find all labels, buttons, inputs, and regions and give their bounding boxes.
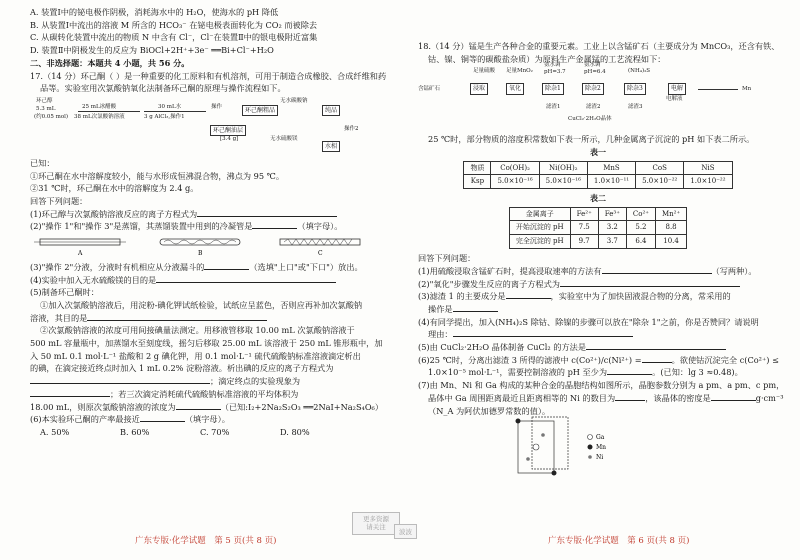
answer-blank[interactable]: [506, 290, 551, 299]
q18-intro-line2: 钴、镍、铜等的碳酸盐杂质）为原料生产金属锰的工艺流程如下：: [428, 53, 666, 64]
table-cell: Ksp: [464, 175, 491, 189]
q17-5-2-line4: 的碘，在滴定接近终点时加入 1 mL 0.2% 淀粉溶液。析出碘的反应的离子方程式为: [30, 363, 334, 374]
flow-reagent4: 无水硫酸镁: [270, 135, 298, 142]
answer-blank[interactable]: [615, 392, 645, 401]
atom-ga: [533, 444, 539, 450]
atom-ni: [526, 457, 530, 461]
q18-7-line5: （N_A 为阿伏加德罗常数的值）。: [428, 405, 551, 416]
q18-flow-diagram: [418, 62, 778, 129]
answer-blank[interactable]: [252, 220, 297, 229]
known-title: 已知：: [30, 157, 55, 168]
q18-3-mid: ，实验室中为了加快固液混合物的分离，常采用的: [550, 291, 731, 302]
q18-intro-line1: 18.（14 分）锰是生产各种合金的重要元素。工业上以含锰矿石（主要成分为 MnCO₃，还含有铁、: [418, 41, 780, 51]
flow-byproduct: CuCl₂·2H₂O晶体: [568, 116, 612, 123]
table-header-cell: Co²⁺: [626, 207, 655, 221]
table-cell: 7.5: [570, 221, 598, 235]
stamp-line1: 更多资源: [363, 515, 389, 523]
flow-in4-top: 氨水调: [584, 62, 601, 69]
q18-6-b-tail: 。(已知：lg 3 ≈0.48)。: [652, 367, 743, 378]
flow-box-oil-mass: [3.4 g]: [220, 135, 239, 142]
flow-box-oil: 环己酮油层: [210, 125, 246, 136]
table-row: [509, 221, 686, 235]
flow-step-4: 除杂2: [582, 83, 604, 94]
flow-in1: 足量硫酸: [473, 68, 496, 75]
table-cell: 3.2: [598, 221, 626, 235]
condenser-c: [280, 239, 360, 245]
table-1: [463, 161, 732, 190]
q17-2: (2)"操作 1"和"操作 3"是蒸馏，其蒸馏装置中用到的冷凝管是: [30, 221, 253, 232]
flow-step-6: 电解: [668, 83, 686, 94]
table1-caption: 表一: [590, 147, 606, 158]
q18-para: 25 ℃时，部分物质的溶度积常数如下表一所示，几种金属离子沉淀的 pH 如下表二所示。: [428, 134, 755, 145]
q17-5-2-line5: ；滴定终点的实验现象为: [210, 376, 301, 387]
flow-reagent3: 无水碳酸钠: [280, 97, 308, 104]
table-cell: 1.0×10⁻¹¹: [587, 175, 635, 189]
table-header-cell: Ni(OH)₂: [539, 161, 587, 175]
answer-blank[interactable]: [176, 401, 221, 410]
table-header-cell: Fe³⁺: [598, 207, 626, 221]
flow-step-2: 氧化: [506, 83, 524, 94]
q17-6-tail: （填字母）。: [184, 414, 230, 425]
table-header-cell: Co(OH)₂: [491, 161, 539, 175]
condenser-label-c: C: [318, 250, 323, 258]
flow-box-crude: 环己酮粗品: [242, 105, 278, 116]
table-header-cell: Fe²⁺: [570, 207, 598, 221]
q17-5-2-line8: （已知:I₂+2Na₂S₂O₃ ══2NaI+Na₂S₄O₆）: [220, 401, 384, 412]
choice-b[interactable]: B. 60%: [120, 426, 150, 437]
flow-step-1: 浸取: [470, 83, 488, 94]
left-footer: 广东专版·化学试题 第 5 页(共 8 页): [135, 536, 277, 546]
table-cell: 1.0×10⁻²²: [684, 175, 732, 189]
table2-header-row: [509, 207, 686, 221]
answer-blank[interactable]: [602, 265, 712, 274]
legend-mn-marker: [588, 445, 593, 450]
table-row: [464, 175, 732, 189]
table-header-cell: 金属离子: [509, 207, 570, 221]
answer-blank[interactable]: [30, 388, 110, 397]
q18-7-line1: (7)由 Mn、Ni 和 Ga 构成的某种合金的晶胞结构如图所示，晶胞参数分别为 a pm、a pm、c pm，: [418, 380, 785, 391]
table-header-cell: NiS: [684, 161, 732, 175]
flow-residue-3: 滤渣3: [628, 104, 643, 111]
table-cell: 5.2: [626, 221, 655, 235]
answer-blank[interactable]: [204, 261, 249, 270]
legend-ga-marker: [588, 435, 593, 440]
flow-op2: 操作2: [344, 125, 359, 132]
table-cell: 5.0×10⁻¹⁶: [491, 175, 539, 189]
q17-6: (6)本实验环己酮的产率最接近: [30, 414, 140, 425]
flow-end: Mn: [742, 86, 752, 93]
table2-caption: 表二: [590, 193, 606, 204]
known-1: ①环己酮在水中溶解度较小，能与水形成恒沸混合物，沸点为 95 ℃。: [30, 170, 285, 181]
answer-blank[interactable]: [586, 341, 726, 350]
q18-1: (1)用硫酸浸取含锰矿石时，提高浸取速率的方法有: [418, 265, 602, 276]
flow-start-top: 环己醇: [36, 97, 53, 104]
table-cell: 3.7: [598, 235, 626, 249]
answer-blank[interactable]: [140, 413, 185, 422]
atom-mn: [516, 419, 521, 424]
known-2: ②31 ℃时，环己酮在水中的溶解度为 2.4 g。: [30, 183, 199, 194]
condenser-label-a: A: [78, 250, 83, 258]
q18-7-line3: ，该晶体的密度是: [645, 392, 711, 403]
flow-reagent1-bot: 38 mL次氯酸钠溶液: [74, 113, 125, 120]
q17-5-2-line1: ②次氯酸钠溶液的浓度可用间接碘量法测定。用移液管移取 10.00 mL 次氯酸钠溶液于: [40, 325, 355, 336]
table-cell: 8.8: [655, 221, 686, 235]
answer-blank[interactable]: [87, 312, 267, 321]
q17-3-tail: （选填"上口"或"下口"）放出。: [249, 261, 363, 272]
stamp-line2: 请关注: [366, 523, 386, 532]
q17-5-1-line1: ①加入次氯酸钠溶液后，用淀粉-碘化钾试纸检验，试纸应呈蓝色，否则应再补加次氯酸钠: [40, 299, 363, 310]
watermark-stamp: [352, 512, 400, 535]
answer-blank[interactable]: [197, 208, 337, 217]
q17-5-2-line6: ；若三次滴定消耗硫代硫酸钠标准溶液的平均体积为: [110, 388, 299, 399]
answer-blank[interactable]: [30, 375, 210, 384]
table-cell: 5.0×10⁻²²: [636, 175, 684, 189]
choice-a[interactable]: A. 50%: [40, 426, 70, 437]
answer-title: 回答下列问题：: [30, 196, 88, 207]
table-header-cell: MnS: [587, 161, 635, 175]
legend-ni-label: Ni: [596, 454, 604, 462]
q18-3-b: 操作是: [428, 303, 453, 314]
q18-1-tail: （写两种）。: [711, 265, 757, 276]
q17-5-2-line2: 500 mL 容量瓶中，加蒸馏水至刻度线，摇匀后移取 25.00 mL 该溶液于 250 mL 锥形瓶中，加: [30, 338, 383, 349]
right-footer: 广东专版·化学试题 第 6 页(共 8 页): [548, 536, 690, 546]
flow-in5: (NH₄)₂S: [628, 68, 651, 75]
flow-start-bot: (约0.05 mol): [34, 113, 69, 120]
option-b: B. 从装置Ⅰ中流出的溶液 M 所含的 HCO₃⁻ 在铋电极表面转化为 CO₂ 而被除去: [30, 19, 318, 30]
q17-1: (1)环己醇与次氯酸钠溶液反应的离子方程式为: [30, 208, 198, 219]
flow-reagent1-top: 25 mL冰醋酸: [82, 103, 117, 110]
option-c: C. 从碳转化装置中流出的物质 N 中含有 Cl⁻，Cl⁻在装置Ⅱ中的银电极附近富集: [30, 32, 318, 43]
q17-5-2-line3: 入 50 mL 0.1 mol·L⁻¹ 盐酸和 2 g 碘化钾，用 0.1 mol·L⁻¹ 硫代硫酸钠标准溶液滴定析出: [30, 350, 361, 361]
flow-start-mid: 5.3 mL: [36, 105, 56, 112]
condenser-b: [160, 239, 240, 245]
table-header-cell: Mn²⁺: [655, 207, 686, 221]
flow-reagent2-bot: 3 g AlCl₃,操作1: [144, 113, 185, 120]
flow-residue-2: 滤渣2: [586, 104, 601, 111]
flow-step-5: 除杂3: [624, 83, 646, 94]
choice-d[interactable]: D. 80%: [280, 426, 310, 437]
q18-3: (3)滤渣 1 的主要成分是: [418, 291, 506, 302]
q18-6-mid: 。欲使钴沉淀完全 c(Co²⁺) ≤: [671, 354, 779, 365]
q17-flow-diagram: [30, 97, 385, 153]
q17-3: (3)"操作 2"分液，分液时有机相应从分液漏斗的: [30, 261, 205, 272]
flow-in3-bot: pH=3.7: [544, 69, 566, 76]
q17-intro-line1: 17.（14 分）环己酮（ ）是一种重要的化工原料和有机溶剂，可用于制造合成橡胶、合成纤维和药: [30, 70, 387, 81]
left-page: [30, 0, 385, 560]
flow-arrow-out: [698, 89, 738, 90]
q18-4: (4)有同学提出，加入(NH₄)₂S 除钴、除镍的步骤可以放在"除杂 1"之前，你是否赞同？请说明: [418, 316, 759, 327]
flow-arrow-1: [78, 111, 140, 112]
table-cell: 完全沉淀的 pH: [509, 235, 570, 249]
crystal-cell-figure: [498, 417, 698, 479]
flow-in3-top: 氨水调: [544, 62, 561, 69]
answer-blank[interactable]: [453, 303, 498, 312]
flow-arrow-2: [144, 111, 206, 112]
flow-box-pure: 纯品: [322, 105, 340, 116]
atom-mn: [552, 471, 557, 476]
flow-in4-bot: pH=6.4: [584, 69, 606, 76]
legend-ni-marker: [588, 455, 592, 459]
q17-5: (5)制备环己酮时：: [30, 287, 99, 298]
flow-start: 含锰矿石: [418, 86, 441, 93]
right-page: [418, 0, 785, 560]
flow-step-7: 电解液: [666, 96, 683, 103]
flow-residue-1: 滤渣1: [546, 104, 561, 111]
q17-6-choices: [30, 426, 385, 439]
table-cell: 9.7: [570, 235, 598, 249]
answer-blank[interactable]: [711, 392, 756, 401]
answer-blank[interactable]: [560, 278, 740, 287]
table-row: [509, 235, 686, 249]
table-cell: 10.4: [655, 235, 686, 249]
q17-2-tail: （填字母）。: [297, 221, 343, 232]
flow-in2: 足量MnO₂: [506, 68, 533, 75]
section-heading: 二、非选择题：本题共 4 小题，共 56 分。: [30, 57, 190, 68]
q18-2: (2)"氧化"步骤发生反应的离子方程式为: [418, 278, 560, 289]
q17-5-2-line7: 18.00 mL，则原次氯酸钠溶液的浓度为: [30, 401, 176, 412]
q18-7-unit: g·cm⁻³: [755, 392, 784, 403]
legend-mn-label: Mn: [596, 444, 607, 452]
q18-7-line2: 晶体中 Ga 周围距离最近且距离相等的 Ni 的数目为: [428, 392, 616, 403]
q18-6: (6)25 ℃时，分离出滤渣 3 所得的滤液中 c(Co²⁺)/c(Ni²⁺) =: [418, 354, 642, 365]
table-cell: 5.0×10⁻¹⁶: [539, 175, 587, 189]
atom-ni: [541, 433, 545, 437]
table1-header-row: [464, 161, 732, 175]
answer-blank[interactable]: [642, 354, 672, 363]
answer-blank[interactable]: [607, 366, 652, 375]
q18-5: (5)由 CuCl₂·2H₂O 晶体制备 CuCl₂ 的方法是: [418, 342, 587, 353]
option-d: D. 装置Ⅱ中阴极发生的反应为 BiOCl+2H⁺+3e⁻ ══Bi+Cl⁻+H₂O: [30, 45, 274, 56]
table-header-cell: CoS: [636, 161, 684, 175]
table-cell: 开始沉淀的 pH: [509, 221, 570, 235]
answer-title: 回答下列问题：: [418, 253, 476, 264]
q17-5-1-line2: 溶液，其目的是: [30, 312, 88, 323]
q17-4: (4)实验中加入无水硫酸镁的目的是: [30, 274, 157, 285]
condenser-a: [34, 239, 126, 245]
q18-6-b: 1.0×10⁻⁵ mol·L⁻¹，需要控制溶液的 pH 至少为: [428, 367, 608, 378]
choice-c[interactable]: C. 70%: [200, 426, 230, 437]
answer-blank[interactable]: [156, 274, 336, 283]
table-2: [509, 207, 687, 250]
legend-ga-label: Ga: [596, 434, 605, 442]
table-header-cell: 物质: [464, 161, 491, 175]
flow-reagent2-top: 30 mL水: [158, 103, 182, 110]
q17-intro-line2: 品等。实验室用次氯酸钠氧化法制备环己酮的原理与操作流程如下。: [40, 83, 286, 94]
condenser-label-b: B: [198, 250, 203, 258]
flow-step-3: 除杂1: [542, 83, 564, 94]
watermark-badge: 波波: [394, 524, 417, 539]
option-a: A. 装置Ⅰ中的铋电极作阴极，消耗海水中的 H₂O，使海水的 pH 降低: [30, 7, 279, 17]
unit-cell-back: [532, 417, 568, 469]
condenser-figures: [30, 233, 370, 257]
q18-4-b: 理由：: [428, 329, 453, 340]
flow-box-water: 水相: [322, 141, 340, 152]
flow-op: 操作: [211, 103, 223, 110]
table-cell: 6.4: [626, 235, 655, 249]
answer-blank[interactable]: [453, 328, 633, 337]
